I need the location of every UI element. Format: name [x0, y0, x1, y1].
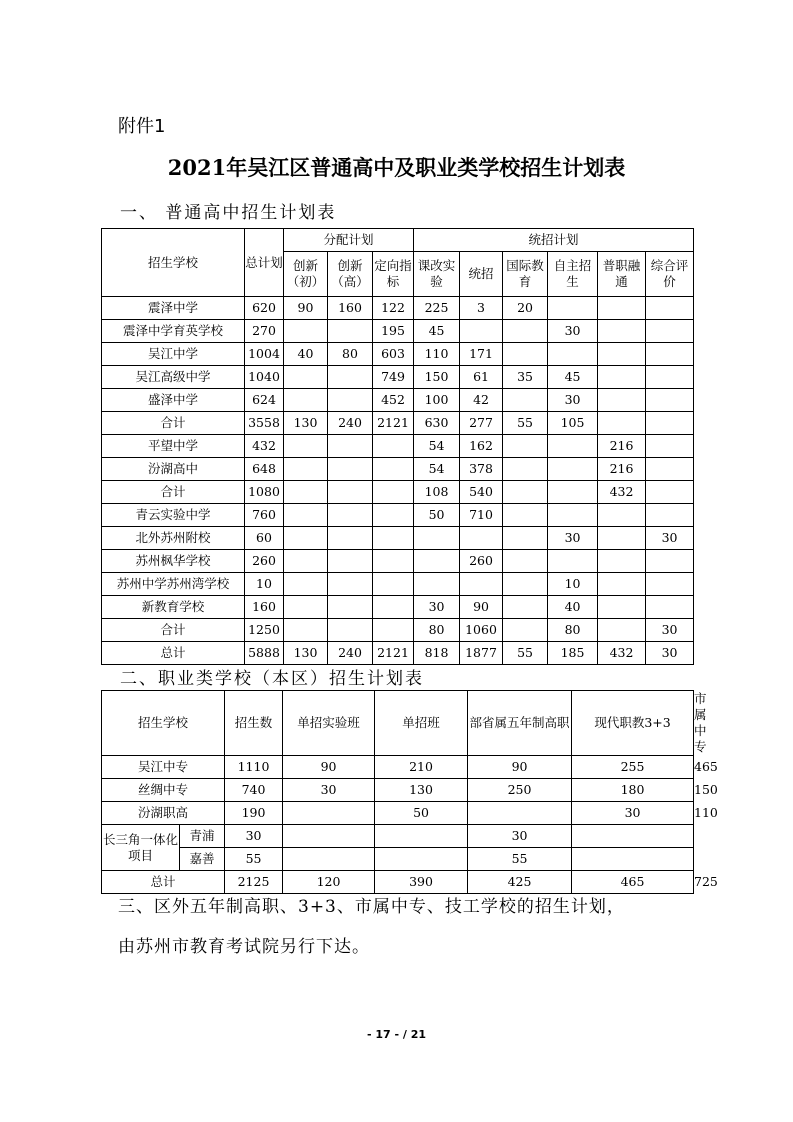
value-cell: 45 — [548, 366, 598, 389]
value-cell — [548, 550, 598, 573]
vocational-plan-table: 招生学校 招生数 单招实验班 单招班 部省属五年制高职 现代职教3+3 市属中专 吴江中专 1110 90 210 90 255 465 丝绸中专 740 30 130 250 180 150 汾湖职高 190 50 30 110 长三角一体化项目 青浦 30 30 嘉善 55 55 总计 2125 120 390 425 465 725 — [101, 690, 694, 894]
school-name-cell: 北外苏州附校 — [102, 527, 245, 550]
school-name-cell: 吴江中学 — [102, 343, 245, 366]
value-cell: 749 — [373, 366, 414, 389]
value-cell: 432 — [598, 642, 646, 665]
value-cell: 5888 — [245, 642, 284, 665]
value-cell: 55 — [503, 642, 548, 665]
value-cell: 150 — [414, 366, 460, 389]
page-number: - 17 - / 21 — [366, 1028, 427, 1041]
value-cell: 122 — [373, 297, 414, 320]
value-cell: 185 — [548, 642, 598, 665]
value-cell: 10 — [548, 573, 598, 596]
value-cell: 260 — [245, 550, 284, 573]
value-cell — [284, 366, 328, 389]
table-row — [102, 366, 694, 389]
table-cell: 210 — [375, 756, 468, 779]
value-cell: 130 — [284, 642, 328, 665]
value-cell — [646, 435, 694, 458]
high-school-plan-table — [101, 228, 694, 665]
table-cell: 465 — [572, 871, 694, 894]
header-unified-plan: 统招计划 — [414, 229, 694, 252]
value-cell — [548, 343, 598, 366]
value-cell — [503, 458, 548, 481]
value-cell — [503, 389, 548, 412]
total-label-cell: 总计 — [102, 871, 225, 894]
table-row — [102, 343, 694, 366]
value-cell: 50 — [414, 504, 460, 527]
table-row — [102, 297, 694, 320]
table-row — [102, 320, 694, 343]
table-cell: 425 — [468, 871, 572, 894]
section-2-heading: 二、职业类学校（本区）招生计划表 — [120, 669, 424, 689]
table-row — [102, 412, 694, 435]
value-cell — [646, 366, 694, 389]
value-cell — [598, 343, 646, 366]
table-cell: 30 — [225, 825, 283, 848]
paragraph-3-line-1: 三、区外五年制高职、3+3、市属中专、技工学校的招生计划， — [118, 897, 625, 917]
subheader-cell: 统招 — [460, 252, 503, 297]
value-cell: 240 — [328, 412, 373, 435]
value-cell: 1250 — [245, 619, 284, 642]
value-cell: 30 — [548, 320, 598, 343]
value-cell — [598, 550, 646, 573]
value-cell: 30 — [646, 642, 694, 665]
value-cell: 760 — [245, 504, 284, 527]
school-name-cell: 总计 — [102, 642, 245, 665]
value-cell — [503, 320, 548, 343]
value-cell — [373, 504, 414, 527]
value-cell — [598, 619, 646, 642]
value-cell: 80 — [328, 343, 373, 366]
value-cell — [284, 481, 328, 504]
value-cell: 160 — [245, 596, 284, 619]
table-row — [102, 458, 694, 481]
value-cell: 818 — [414, 642, 460, 665]
table-cell: 90 — [468, 756, 572, 779]
value-cell: 40 — [548, 596, 598, 619]
value-cell — [598, 412, 646, 435]
table-row — [102, 435, 694, 458]
table-cell: 2125 — [225, 871, 283, 894]
value-cell — [646, 320, 694, 343]
value-cell — [284, 527, 328, 550]
group-name-cell: 长三角一体化项目 — [102, 825, 180, 871]
value-cell — [646, 596, 694, 619]
value-cell — [503, 527, 548, 550]
value-cell — [328, 573, 373, 596]
table-cell — [572, 848, 694, 871]
value-cell — [373, 550, 414, 573]
value-cell — [548, 435, 598, 458]
value-cell: 240 — [328, 642, 373, 665]
value-cell — [646, 389, 694, 412]
attachment-label: 附件1 — [118, 116, 166, 137]
value-cell: 648 — [245, 458, 284, 481]
value-cell: 432 — [598, 481, 646, 504]
header-school: 招生学校 — [102, 229, 245, 297]
school-name-cell: 汾湖高中 — [102, 458, 245, 481]
value-cell — [503, 619, 548, 642]
value-cell: 30 — [414, 596, 460, 619]
value-cell: 35 — [503, 366, 548, 389]
value-cell: 620 — [245, 297, 284, 320]
table-cell — [283, 825, 375, 848]
value-cell — [328, 435, 373, 458]
table-row: 吴江中专 1110 90 210 90 255 465 — [102, 756, 694, 779]
value-cell — [503, 573, 548, 596]
table-row — [102, 389, 694, 412]
value-cell: 270 — [245, 320, 284, 343]
value-cell — [460, 573, 503, 596]
value-cell — [646, 481, 694, 504]
value-cell: 225 — [414, 297, 460, 320]
school-name-cell: 合计 — [102, 481, 245, 504]
table-cell — [283, 848, 375, 871]
value-cell: 2121 — [373, 642, 414, 665]
value-cell — [414, 550, 460, 573]
school-name-cell: 青浦 — [180, 825, 225, 848]
value-cell: 130 — [284, 412, 328, 435]
value-cell — [646, 458, 694, 481]
value-cell — [646, 504, 694, 527]
value-cell — [284, 504, 328, 527]
value-cell — [503, 343, 548, 366]
school-name-cell: 震泽中学 — [102, 297, 245, 320]
value-cell: 61 — [460, 366, 503, 389]
value-cell — [503, 504, 548, 527]
value-cell — [646, 343, 694, 366]
value-cell: 432 — [245, 435, 284, 458]
table-cell: 90 — [283, 756, 375, 779]
value-cell: 710 — [460, 504, 503, 527]
table-cell: 55 — [468, 848, 572, 871]
value-cell: 1040 — [245, 366, 284, 389]
table-cell: 250 — [468, 779, 572, 802]
total-row: 总计 2125 120 390 425 465 725 — [102, 871, 694, 894]
value-cell — [598, 366, 646, 389]
table-cell: 1110 — [225, 756, 283, 779]
subheader-cell: 定向指标 — [373, 252, 414, 297]
value-cell — [328, 596, 373, 619]
value-cell: 30 — [548, 389, 598, 412]
value-cell: 55 — [503, 412, 548, 435]
value-cell — [328, 527, 373, 550]
value-cell: 195 — [373, 320, 414, 343]
value-cell: 54 — [414, 458, 460, 481]
value-cell — [548, 504, 598, 527]
value-cell — [328, 504, 373, 527]
value-cell — [460, 527, 503, 550]
table-cell: 390 — [375, 871, 468, 894]
value-cell — [373, 573, 414, 596]
value-cell — [284, 458, 328, 481]
subheader-cell: 国际教育 — [503, 252, 548, 297]
subheader-cell: 综合评价 — [646, 252, 694, 297]
value-cell: 100 — [414, 389, 460, 412]
table-row — [102, 573, 694, 596]
table-row — [102, 642, 694, 665]
value-cell — [598, 320, 646, 343]
table-cell: 255 — [572, 756, 694, 779]
section-1-heading: 一、 普通高中招生计划表 — [120, 203, 337, 223]
header-cell: 单招实验班 — [283, 691, 375, 756]
value-cell — [503, 481, 548, 504]
school-name-cell: 青云实验中学 — [102, 504, 245, 527]
table-cell: 50 — [375, 802, 468, 825]
value-cell: 1080 — [245, 481, 284, 504]
school-name-cell: 震泽中学育英学校 — [102, 320, 245, 343]
value-cell — [503, 596, 548, 619]
school-name-cell: 丝绸中专 — [102, 779, 225, 802]
paragraph-3-line-2: 由苏州市教育考试院另行下达。 — [118, 937, 370, 957]
value-cell — [548, 481, 598, 504]
value-cell: 1877 — [460, 642, 503, 665]
value-cell — [328, 619, 373, 642]
value-cell — [284, 435, 328, 458]
value-cell — [284, 389, 328, 412]
school-name-cell: 嘉善 — [180, 848, 225, 871]
table-row — [102, 550, 694, 573]
value-cell: 171 — [460, 343, 503, 366]
table-row — [102, 481, 694, 504]
value-cell — [284, 596, 328, 619]
value-cell — [646, 550, 694, 573]
value-cell: 105 — [548, 412, 598, 435]
header-cell: 现代职教3+3 — [572, 691, 694, 756]
header-allocation-plan: 分配计划 — [284, 229, 414, 252]
value-cell: 110 — [414, 343, 460, 366]
value-cell — [548, 297, 598, 320]
table-cell: 190 — [225, 802, 283, 825]
table-row — [102, 504, 694, 527]
value-cell — [373, 596, 414, 619]
value-cell — [646, 573, 694, 596]
table-cell: 180 — [572, 779, 694, 802]
value-cell — [328, 389, 373, 412]
subheader-cell: 自主招生 — [548, 252, 598, 297]
value-cell — [598, 297, 646, 320]
table-row: 丝绸中专 740 30 130 250 180 150 — [102, 779, 694, 802]
value-cell — [284, 619, 328, 642]
table-cell: 740 — [225, 779, 283, 802]
value-cell — [503, 435, 548, 458]
value-cell: 378 — [460, 458, 503, 481]
value-cell — [414, 527, 460, 550]
page-title: 2021年吴江区普通高中及职业类学校招生计划表 — [167, 155, 626, 180]
table-row — [102, 848, 694, 871]
school-name-cell: 吴江中专 — [102, 756, 225, 779]
value-cell — [284, 320, 328, 343]
value-cell — [646, 297, 694, 320]
header-school: 招生学校 — [102, 691, 225, 756]
value-cell: 216 — [598, 435, 646, 458]
value-cell — [414, 573, 460, 596]
value-cell: 162 — [460, 435, 503, 458]
value-cell: 30 — [646, 619, 694, 642]
value-cell: 260 — [460, 550, 503, 573]
value-cell: 80 — [414, 619, 460, 642]
value-cell — [373, 435, 414, 458]
value-cell — [598, 527, 646, 550]
table-row: 汾湖职高 190 50 30 110 — [102, 802, 694, 825]
value-cell: 20 — [503, 297, 548, 320]
value-cell: 54 — [414, 435, 460, 458]
value-cell — [598, 504, 646, 527]
table-cell: 30 — [468, 825, 572, 848]
subheader-cell: 创新（初） — [284, 252, 328, 297]
school-name-cell: 苏州中学苏州湾学校 — [102, 573, 245, 596]
subheader-cell: 普职融通 — [598, 252, 646, 297]
school-name-cell: 苏州枫华学校 — [102, 550, 245, 573]
value-cell — [328, 550, 373, 573]
value-cell — [373, 458, 414, 481]
value-cell: 160 — [328, 297, 373, 320]
value-cell — [548, 458, 598, 481]
table-cell — [375, 825, 468, 848]
table-cell: 30 — [572, 802, 694, 825]
table-row — [102, 596, 694, 619]
header-cell: 部省属五年制高职 — [468, 691, 572, 756]
value-cell — [460, 320, 503, 343]
school-name-cell: 合计 — [102, 619, 245, 642]
table-cell — [283, 802, 375, 825]
school-name-cell: 平望中学 — [102, 435, 245, 458]
school-name-cell: 新教育学校 — [102, 596, 245, 619]
value-cell: 45 — [414, 320, 460, 343]
value-cell: 10 — [245, 573, 284, 596]
table-cell — [375, 848, 468, 871]
value-cell: 90 — [460, 596, 503, 619]
header-total-plan: 总计划 — [245, 229, 284, 297]
value-cell — [284, 573, 328, 596]
table-cell — [468, 802, 572, 825]
table-row — [102, 825, 694, 848]
value-cell — [328, 366, 373, 389]
table-cell: 55 — [225, 848, 283, 871]
value-cell: 2121 — [373, 412, 414, 435]
table-row — [102, 527, 694, 550]
table-row — [102, 619, 694, 642]
value-cell: 277 — [460, 412, 503, 435]
table-cell: 130 — [375, 779, 468, 802]
value-cell: 630 — [414, 412, 460, 435]
value-cell — [328, 481, 373, 504]
subheader-cell: 创新（高） — [328, 252, 373, 297]
value-cell — [373, 481, 414, 504]
school-name-cell: 吴江高级中学 — [102, 366, 245, 389]
value-cell — [646, 412, 694, 435]
value-cell: 108 — [414, 481, 460, 504]
value-cell: 40 — [284, 343, 328, 366]
table-cell: 120 — [283, 871, 375, 894]
school-name-cell: 盛泽中学 — [102, 389, 245, 412]
value-cell: 603 — [373, 343, 414, 366]
value-cell: 30 — [646, 527, 694, 550]
value-cell — [373, 619, 414, 642]
value-cell: 540 — [460, 481, 503, 504]
value-cell: 1060 — [460, 619, 503, 642]
value-cell — [284, 550, 328, 573]
value-cell — [373, 527, 414, 550]
value-cell — [328, 458, 373, 481]
value-cell: 452 — [373, 389, 414, 412]
header-cell: 招生数 — [225, 691, 283, 756]
value-cell: 80 — [548, 619, 598, 642]
value-cell: 30 — [548, 527, 598, 550]
value-cell: 3 — [460, 297, 503, 320]
value-cell — [598, 596, 646, 619]
value-cell: 624 — [245, 389, 284, 412]
school-name-cell: 合计 — [102, 412, 245, 435]
value-cell: 216 — [598, 458, 646, 481]
school-name-cell: 汾湖职高 — [102, 802, 225, 825]
value-cell — [328, 320, 373, 343]
value-cell: 3558 — [245, 412, 284, 435]
value-cell: 42 — [460, 389, 503, 412]
value-cell — [503, 550, 548, 573]
subheader-cell: 课改实验 — [414, 252, 460, 297]
table-cell — [572, 825, 694, 848]
value-cell: 60 — [245, 527, 284, 550]
value-cell: 90 — [284, 297, 328, 320]
value-cell — [598, 573, 646, 596]
table-cell: 30 — [283, 779, 375, 802]
header-cell: 单招班 — [375, 691, 468, 756]
value-cell: 1004 — [245, 343, 284, 366]
value-cell — [598, 389, 646, 412]
